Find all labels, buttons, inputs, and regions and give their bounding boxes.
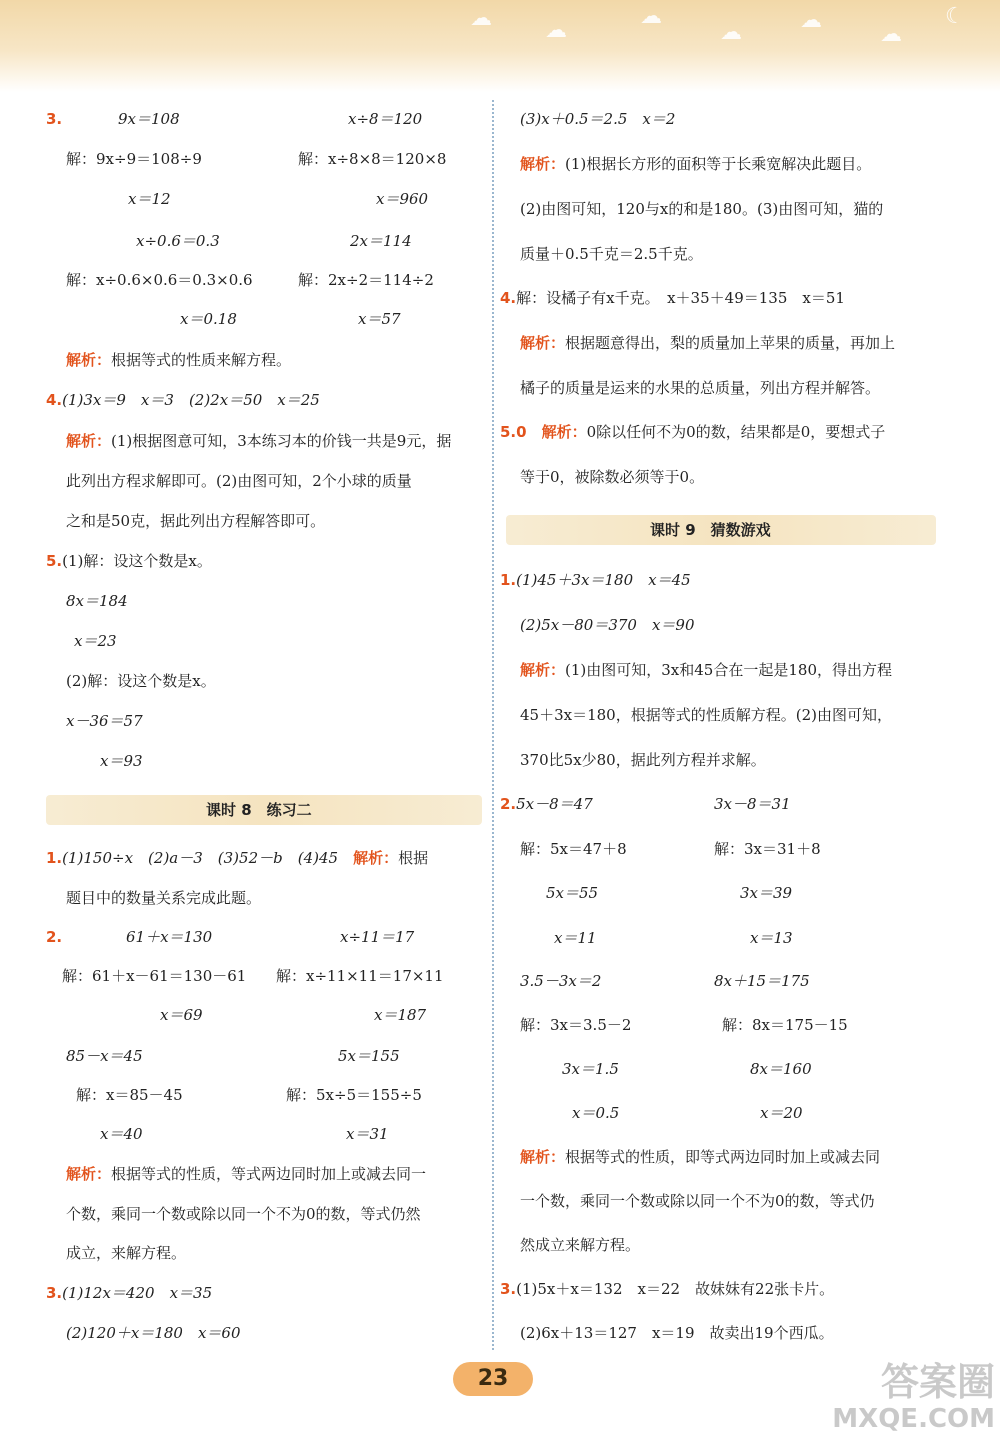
header-decoration-band — [0, 0, 1000, 92]
solution-result: x＝93 — [100, 752, 143, 770]
solution-result: x＝0.18 — [180, 310, 237, 328]
equation: 5x＝155 — [338, 1047, 400, 1065]
s8q1-answer: 1.(1)150÷x (2)a－3 (3)52－b (4)45 解析：根据 — [46, 849, 429, 867]
q5-answer: 5.0 解析：0除以任何不为0的数，结果都是0，要想式子 — [500, 423, 886, 441]
solution-result: x＝11 — [554, 929, 597, 947]
solution-step: 解：9x÷9＝108÷9 — [66, 150, 202, 168]
s8q3-answer-2: (2)120＋x＝180 x＝60 — [66, 1324, 241, 1342]
s8q3-answer: 3.(1)12x＝420 x＝35 — [46, 1284, 213, 1302]
equation: 61＋x＝130 — [126, 928, 213, 946]
cloud-icon: ☁ — [545, 18, 567, 43]
equation: 8x＝184 — [66, 592, 128, 610]
solution-result: x＝31 — [346, 1125, 389, 1143]
solution-step: 解：2x÷2＝114÷2 — [298, 271, 434, 289]
solution-step: 解：3x＝3.5－2 — [520, 1016, 632, 1034]
equation: x÷8＝120 — [348, 110, 423, 128]
equation: 3.5－3x＝2 — [520, 972, 602, 990]
cloud-icon: ☁ — [720, 20, 742, 45]
page-number: 23 — [453, 1362, 533, 1396]
equation: 2x＝114 — [350, 232, 412, 250]
analysis-line: 然成立来解方程。 — [520, 1236, 641, 1254]
q3-number: 3. — [46, 110, 63, 128]
analysis-line: (2)由图可知，120与x的和是180。(3)由图可知，猫的 — [520, 200, 884, 218]
equation: 85－x＝45 — [66, 1047, 143, 1065]
analysis-line: 个数，乘同一个数或除以同一个不为0的数，等式仍然 — [66, 1205, 421, 1223]
s9q3-answer: 3.(1)5x＋x＝132 x＝22 故妹妹有22张卡片。 — [500, 1280, 835, 1298]
solution-result: x＝187 — [374, 1006, 427, 1024]
cloud-icon: ☁ — [880, 22, 902, 47]
equation: 9x＝108 — [118, 110, 180, 128]
watermark-text: 答案圈 — [880, 1360, 995, 1404]
analysis: 解析：(1)根据图意可知，3本练习本的价钱一共是9元，据 — [66, 432, 452, 450]
solution-step: 3x＝39 — [740, 884, 793, 902]
analysis-line: 成立，来解方程。 — [66, 1244, 187, 1262]
s9q2-first: 2.5x－8＝47 — [500, 795, 593, 813]
solution-step: 8x＝160 — [750, 1060, 812, 1078]
analysis: 解析：(1)根据长方形的面积等于长乘宽解决此题目。 — [520, 155, 872, 173]
analysis-line: 之和是50克，据此列出方程解答即可。 — [66, 512, 326, 530]
analysis: 解析：根据等式的性质来解方程。 — [66, 351, 292, 369]
solution-step: 解：x÷11×11＝17×11 — [276, 967, 444, 985]
solution-result: x＝960 — [376, 190, 429, 208]
solution-result: x＝20 — [760, 1104, 803, 1122]
solution-result: x＝40 — [100, 1125, 143, 1143]
cloud-icon: ☁ — [800, 8, 822, 33]
solution-result: x＝0.5 — [572, 1104, 620, 1122]
analysis-line: 题目中的数量关系完成此题。 — [66, 889, 262, 907]
column-divider — [492, 100, 494, 1350]
answer-line: (3)x＋0.5＝2.5 x＝2 — [520, 110, 676, 128]
solution-step: 解：x＝85－45 — [76, 1086, 183, 1104]
solution-result: x＝23 — [74, 632, 117, 650]
solution-step: 解：8x＝175－15 — [722, 1016, 848, 1034]
solution-step: 5x＝55 — [546, 884, 599, 902]
solution-step: 解：61＋x－61＝130－61 — [62, 967, 247, 985]
solution-result: x＝57 — [358, 310, 401, 328]
analysis: 解析：根据题意得出，梨的质量加上苹果的质量，再加上 — [520, 334, 896, 352]
solution-result: x＝12 — [128, 190, 171, 208]
equation: 8x＋15＝175 — [714, 972, 810, 990]
section-title: 课时 8 练习二 — [206, 801, 312, 819]
analysis-line: 等于0，被除数必须等于0。 — [520, 468, 705, 486]
analysis: 解析：根据等式的性质，等式两边同时加上或减去同一 — [66, 1165, 427, 1183]
equation: 3x－8＝31 — [714, 795, 791, 813]
s9q1-answer-2: (2)5x－80＝370 x＝90 — [520, 616, 695, 634]
watermark-url: MXQE.COM — [832, 1404, 995, 1434]
analysis: 解析：根据等式的性质，即等式两边同时加上或减去同 — [520, 1148, 881, 1166]
analysis-line: 此列出方程求解即可。(2)由图可知，2个小球的质量 — [66, 472, 412, 490]
equation: x÷0.6＝0.3 — [136, 232, 220, 250]
solution-step: 解：x÷0.6×0.6＝0.3×0.6 — [66, 271, 253, 289]
watermark-logo — [830, 1360, 995, 1450]
q5-answer: 5.(1)解：设这个数是x。 — [46, 552, 212, 570]
cloud-icon: ☁ — [640, 4, 662, 29]
solution-step: 解：5x＝47＋8 — [520, 840, 627, 858]
analysis-line: 370比5x少80，据此列方程并求解。 — [520, 751, 766, 769]
q4-answer: 4.解：设橘子有x千克。 x＋35＋49＝135 x＝51 — [500, 289, 845, 307]
solution-step: 解：3x＝31＋8 — [714, 840, 821, 858]
solution-step: (2)解：设这个数是x。 — [66, 672, 216, 690]
cloud-icon: ☁ — [470, 6, 492, 31]
s9q1-answer: 1.(1)45＋3x＝180 x＝45 — [500, 571, 691, 589]
analysis-line: 一个数，乘同一个数或除以同一个不为0的数，等式仍 — [520, 1192, 875, 1210]
s8q2-number: 2. — [46, 928, 63, 946]
section-title: 课时 9 猜数游戏 — [650, 521, 771, 539]
s9q3-answer-2: (2)6x＋13＝127 x＝19 故卖出19个西瓜。 — [520, 1324, 834, 1342]
solution-step: 3x＝1.5 — [562, 1060, 619, 1078]
q4-answer: 4.(1)3x＝9 x＝3 (2)2x＝50 x＝25 — [46, 391, 320, 409]
solution-result: x＝13 — [750, 929, 793, 947]
equation: x÷11＝17 — [340, 928, 415, 946]
solution-step: 解：x÷8×8＝120×8 — [298, 150, 447, 168]
analysis: 解析：(1)由图可知，3x和45合在一起是180，得出方程 — [520, 661, 892, 679]
solution-step: 解：5x÷5＝155÷5 — [286, 1086, 422, 1104]
analysis-line: 45＋3x＝180，根据等式的性质解方程。(2)由图可知， — [520, 706, 892, 724]
solution-result: x＝69 — [160, 1006, 203, 1024]
moon-icon: ☾ — [945, 4, 965, 29]
equation: x－36＝57 — [66, 712, 143, 730]
analysis-line: 质量＋0.5千克＝2.5千克。 — [520, 245, 703, 263]
analysis-line: 橘子的质量是运来的水果的总质量，列出方程并解答。 — [520, 379, 881, 397]
